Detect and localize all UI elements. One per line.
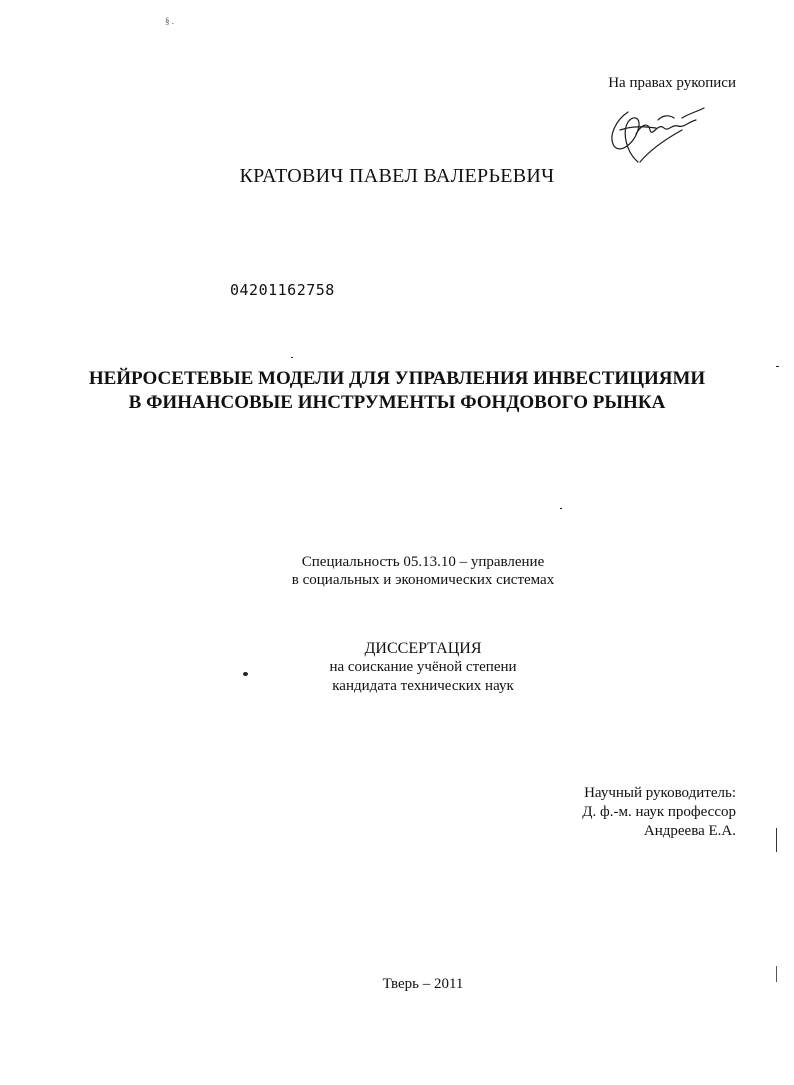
supervisor-degree: Д. ф.-м. наук профессор bbox=[582, 804, 736, 820]
registration-number: 04201162758 bbox=[230, 281, 335, 299]
specialty-line-2: в социальных и экономических системах bbox=[291, 572, 555, 588]
place-year: Тверь – 2011 bbox=[382, 976, 464, 992]
ink-speck bbox=[776, 366, 779, 367]
margin-mark: § . bbox=[165, 16, 174, 26]
handwritten-signature-icon bbox=[598, 100, 710, 168]
rights-notice: На правах рукописи bbox=[608, 75, 736, 91]
work-kind: ДИССЕРТАЦИЯ bbox=[364, 640, 482, 657]
supervisor-label: Научный руководитель: bbox=[584, 785, 736, 801]
specialty-line-1: Специальность 05.13.10 – управление bbox=[301, 554, 545, 570]
work-line-2: кандидата технических наук bbox=[332, 678, 514, 694]
work-type-block bbox=[0, 639, 794, 696]
dissertation-title bbox=[0, 367, 794, 415]
author-name: КРАТОВИЧ ПАВЕЛ ВАЛЕРЬЕВИЧ bbox=[239, 165, 555, 187]
specialty-block bbox=[0, 553, 794, 589]
supervisor-name: Андреева Е.А. bbox=[643, 823, 736, 839]
work-line-1: на соискание учёной степени bbox=[329, 659, 517, 675]
title-line-2: В ФИНАНСОВЫЕ ИНСТРУМЕНТЫ ФОНДОВОГО РЫНКА bbox=[128, 392, 666, 413]
margin-line bbox=[776, 828, 779, 852]
ink-speck bbox=[243, 672, 248, 676]
ink-speck bbox=[560, 508, 562, 509]
supervisor-block bbox=[582, 784, 736, 841]
ink-speck bbox=[291, 357, 293, 358]
title-line-1: НЕЙРОСЕТЕВЫЕ МОДЕЛИ ДЛЯ УПРАВЛЕНИЯ ИНВЕСТИЦИЯМИ bbox=[88, 368, 706, 389]
